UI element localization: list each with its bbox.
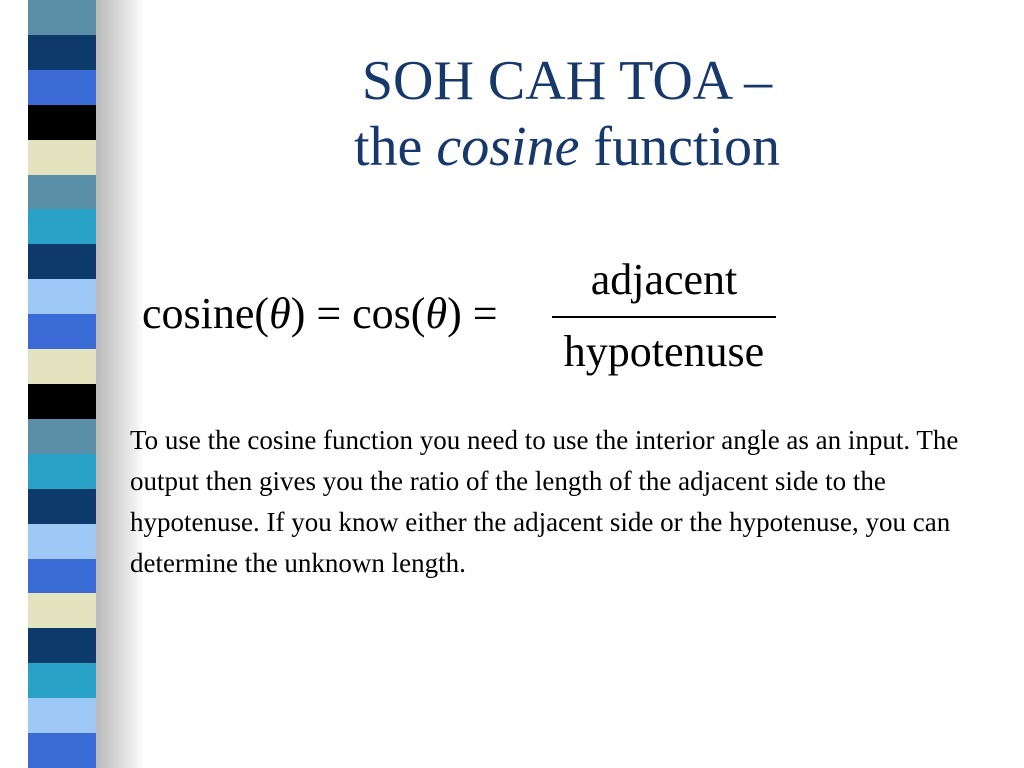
- stripe-band: [28, 175, 96, 211]
- stripe-bands: [28, 0, 96, 768]
- stripe-band: [28, 663, 96, 699]
- stripe-band: [28, 419, 96, 455]
- title-line-1: SOH CAH TOA –: [361, 50, 773, 112]
- stripe-band: [28, 524, 96, 560]
- stripe-band: [28, 593, 96, 629]
- stripe-band: [28, 559, 96, 595]
- formula-theta: θ: [269, 289, 291, 338]
- stripe-band: [28, 35, 96, 71]
- formula-lhs: [142, 288, 498, 339]
- stripe-band: [28, 628, 96, 664]
- stripe-band: [28, 314, 96, 350]
- title-line-2-pre: the: [353, 116, 437, 178]
- title-line-2-post: function: [579, 116, 781, 178]
- stripe-band: [28, 70, 96, 106]
- stripe-band: [28, 0, 96, 36]
- stripe-band: [28, 349, 96, 385]
- stripe-band: [28, 244, 96, 280]
- fraction-denominator: hypotenuse: [563, 327, 765, 376]
- title-emphasis: cosine: [436, 116, 580, 178]
- decorative-stripe: [28, 0, 118, 768]
- stripe-band: [28, 454, 96, 490]
- stripe-band: [28, 140, 96, 176]
- stripe-band: [28, 209, 96, 245]
- stripe-band: [28, 384, 96, 420]
- fraction-bar: [552, 316, 776, 318]
- slide-title: [250, 48, 884, 180]
- formula-cosine-open: cosine(: [142, 289, 270, 338]
- formula-theta: θ: [425, 289, 448, 338]
- stripe-band: [28, 489, 96, 525]
- title-line-2: [250, 114, 884, 180]
- stripe-shadow: [96, 0, 144, 768]
- body-paragraph: To use the cosine function you need to use the interior angle as an input. The output then gives you the ratio of the length of the adjacent side to the hypotenuse. If you know either the adjacent side or the hypotenuse, you can determine the unknown length.: [130, 425, 959, 578]
- fraction-numerator: adjacent: [590, 255, 738, 304]
- stripe-band: [28, 698, 96, 734]
- stripe-band: [28, 279, 96, 315]
- stripe-band: [28, 105, 96, 141]
- formula-close-equals: ) =: [447, 289, 498, 338]
- stripe-band: [28, 733, 96, 768]
- formula-cos-open: ) = cos(: [290, 289, 426, 338]
